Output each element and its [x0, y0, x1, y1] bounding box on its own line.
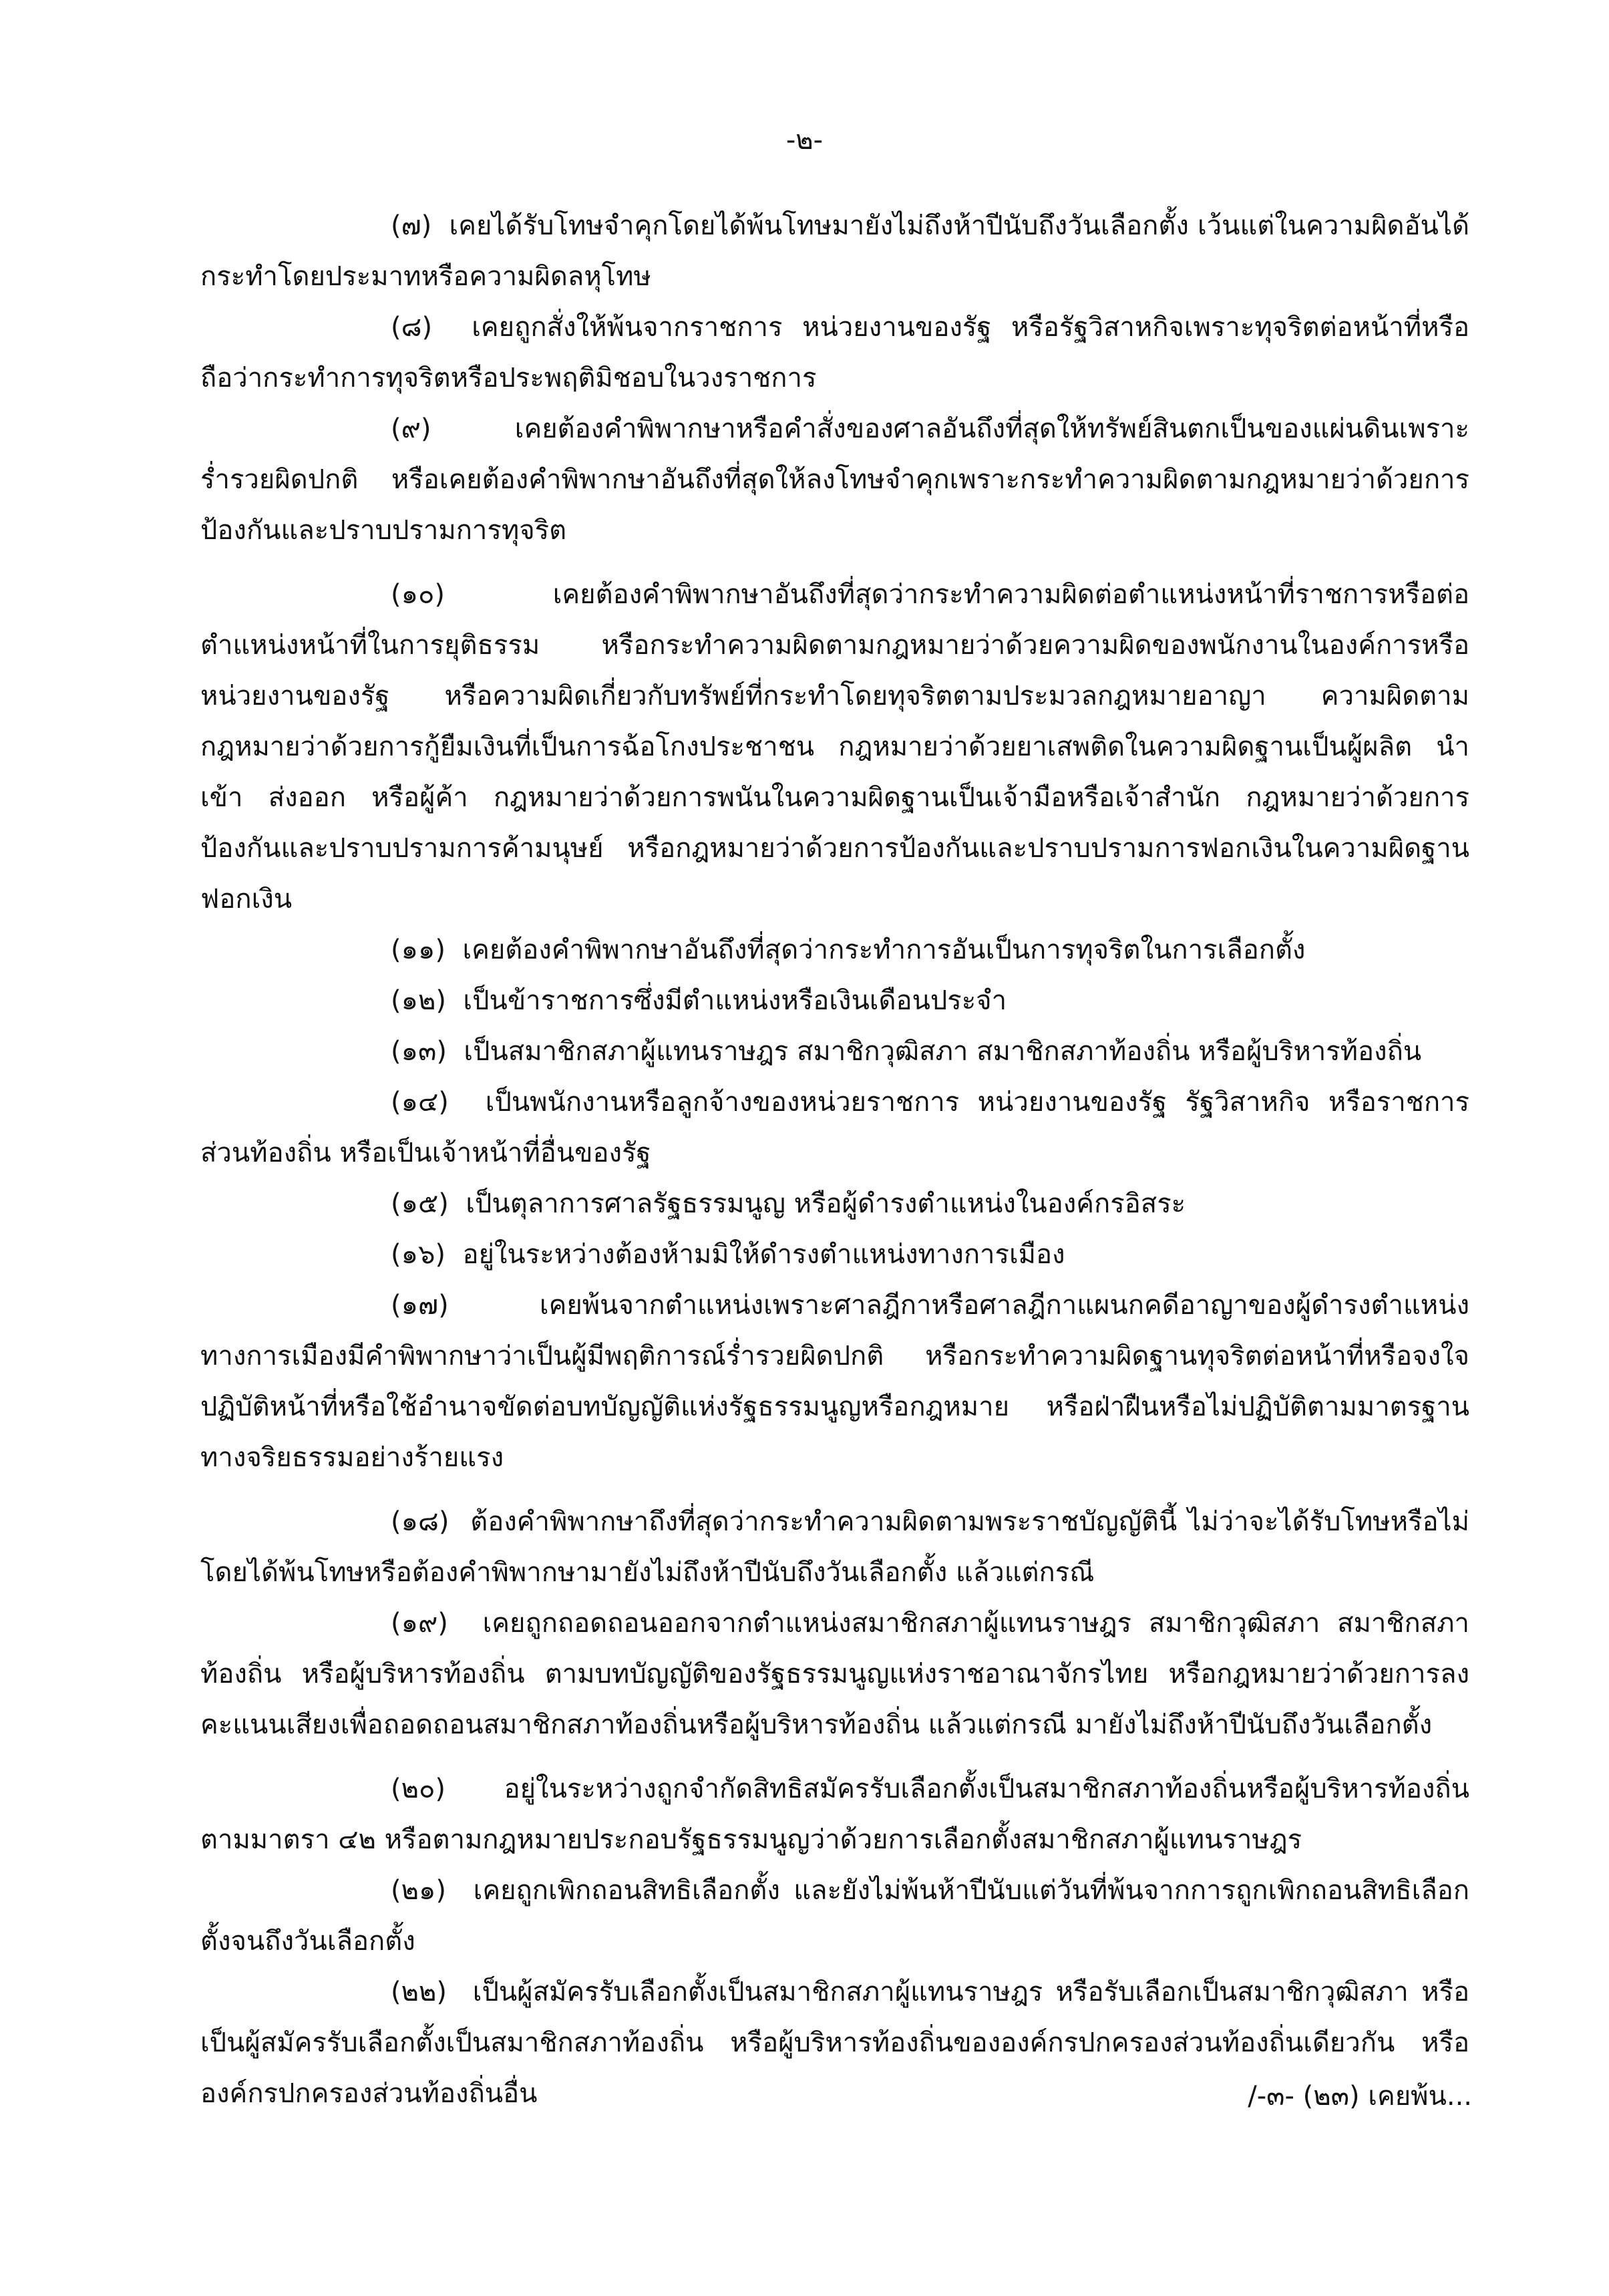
clause-9 [200, 403, 1469, 556]
clause-number: (๑๖) [391, 1239, 445, 1270]
clause-8 [200, 302, 1469, 403]
clause-text: อยู่ในระหว่างถูกจำกัดสิทธิสมัครรับเลือกตั้งเป็นสมาชิกสภาท้องถิ่นหรือผู้บริหารท้องถิ่นตามมาตรา ๔๒ หรือตามกฎหมายประกอบรัฐธรรมนูญว่าด้วยการเลือกตั้งสมาชิกสภาผู้แทนราษฎร [200, 1774, 1469, 1855]
continuation-marker: /-๓- (๒๓) เคยพ้น... [1248, 2081, 1472, 2112]
clause-13 [200, 1026, 1469, 1077]
clause-text: เคยต้องคำพิพากษาอันถึงที่สุดว่ากระทำการอันเป็นการทุจริตในการเลือกตั้ง [462, 935, 1306, 965]
clause-number: (๑๗) [391, 1290, 449, 1321]
clause-number: (๑๕) [391, 1188, 449, 1219]
clause-14 [200, 1077, 1469, 1178]
clause-text: เคยต้องคำพิพากษาหรือคำสั่งของศาลอันถึงที่สุดให้ทรัพย์สินตกเป็นของแผ่นดินเพราะร่ำรวยผิดปกติ หรือเคยต้องคำพิพากษาอันถึงที่สุดให้ลงโทษจำคุกเพราะกระทำความผิดตามกฎหมายว่าด้วยการป้องกันและปราบปรามการทุจริต [200, 414, 1469, 546]
clause-7 [200, 200, 1469, 302]
clause-number: (๑๓) [391, 1036, 447, 1067]
clause-number: (๘) [391, 312, 433, 343]
document-body [200, 200, 1469, 2119]
clause-text: เคยถูกสั่งให้พ้นจากราชการ หน่วยงานของรัฐ หรือรัฐวิสาหกิจเพราะทุจริตต่อหน้าที่หรือถือว่ากระทำการทุจริตหรือประพฤติมิชอบในวงราชการ [200, 312, 1469, 393]
clause-18 [200, 1496, 1469, 1598]
clause-number: (๙) [391, 414, 431, 444]
clause-12 [200, 975, 1469, 1026]
clause-17 [200, 1280, 1469, 1483]
clause-number: (๑๑) [391, 935, 445, 965]
clause-number: (๒๑) [391, 1875, 446, 1906]
clause-text: เป็นผู้สมัครรับเลือกตั้งเป็นสมาชิกสภาผู้แทนราษฎร หรือรับเลือกเป็นสมาชิกวุฒิสภา หรือเป็นผู้สมัครรับเลือกตั้งเป็นสมาชิกสภาท้องถิ่น หรือผู้บริหารท้องถิ่นขององค์กรปกครองส่วนท้องถิ่นเดียวกัน หรือองค์กรปกครองส่วนท้องถิ่นอื่น [200, 1977, 1469, 2109]
clause-20 [200, 1764, 1469, 1865]
clause-text: เคยต้องคำพิพากษาอันถึงที่สุดว่ากระทำความผิดต่อตำแหน่งหน้าที่ราชการหรือต่อตำแหน่งหน้าที่ในการยุติธรรม หรือกระทำความผิดตามกฎหมายว่าด้วยความผิดของพนักงานในองค์การหรือหน่วยงานของรัฐ หรือความผิดเกี่ยวกับทรัพย์ที่กระทำโดยทุจริตตามประมวลกฎหมายอาญา ความผิดตามกฎหมายว่าด้วยการกู้ยืมเงินที่เป็นการฉ้อโกงประชาชน กฎหมายว่าด้วยยาเสพติดในความผิดฐานเป็นผู้ผลิต นำเข้า ส่งออก หรือผู้ค้า กฎหมายว่าด้วยการพนันในความผิดฐานเป็นเจ้ามือหรือเจ้าสำนัก กฎหมายว่าด้วยการป้องกันและปราบปรามการค้ามนุษย์ หรือกฎหมายว่าด้วยการป้องกันและปราบปรามการฟอกเงินในความผิดฐานฟอกเงิน [200, 579, 1469, 915]
clause-text: เป็นสมาชิกสภาผู้แทนราษฎร สมาชิกวุฒิสภา สมาชิกสภาท้องถิ่น หรือผู้บริหารท้องถิ่น [464, 1036, 1422, 1067]
clause-text: ต้องคำพิพากษาถึงที่สุดว่ากระทำความผิดตามพระราชบัญญัตินี้ ไม่ว่าจะได้รับโทษหรือไม่ โดยได้พ้นโทษหรือต้องคำพิพากษามายังไม่ถึงห้าปีนับถึงวันเลือกตั้ง แล้วแต่กรณี [200, 1506, 1469, 1588]
clause-number: (๑๙) [391, 1608, 448, 1639]
page-number: -๒- [785, 125, 824, 156]
clause-text: เคยถูกเพิกถอนสิทธิเลือกตั้ง และยังไม่พ้นห้าปีนับแต่วันที่พ้นจากการถูกเพิกถอนสิทธิเลือกตั้งจนถึงวันเลือกตั้ง [200, 1875, 1469, 1957]
clause-number: (๗) [391, 210, 432, 241]
clause-text: เป็นข้าราชการซึ่งมีตำแหน่งหรือเงินเดือนประจำ [463, 985, 1007, 1016]
clause-16 [200, 1229, 1469, 1280]
clause-text: เป็นพนักงานหรือลูกจ้างของหน่วยราชการ หน่วยงานของรัฐ รัฐวิสาหกิจ หรือราชการส่วนท้องถิ่น หรือเป็นเจ้าหน้าที่อื่นของรัฐ [200, 1087, 1470, 1168]
clause-text: เคยถูกถอดถอนออกจากตำแหน่งสมาชิกสภาผู้แทนราษฎร สมาชิกวุฒิสภา สมาชิกสภาท้องถิ่น หรือผู้บริหารท้องถิ่น ตามบทบัญญัติของรัฐธรรมนูญแห่งราชอาณาจักรไทย หรือกฎหมายว่าด้วยการลงคะแนนเสียงเพื่อถอดถอนสมาชิกสภาท้องถิ่นหรือผู้บริหารท้องถิ่น แล้วแต่กรณี มายังไม่ถึงห้าปีนับถึงวันเลือกตั้ง [200, 1608, 1469, 1740]
clause-number: (๑๒) [391, 985, 446, 1016]
clause-number: (๑๔) [391, 1087, 449, 1118]
clause-21 [200, 1865, 1469, 1967]
clause-text: อยู่ในระหว่างต้องห้ามมิให้ดำรงตำแหน่งทางการเมือง [462, 1239, 1065, 1270]
clause-number: (๑๘) [391, 1506, 450, 1537]
clause-number: (๒๐) [391, 1774, 445, 1804]
clause-10 [200, 569, 1469, 925]
clause-text: เคยได้รับโทษจำคุกโดยได้พ้นโทษมายังไม่ถึงห้าปีนับถึงวันเลือกตั้ง เว้นแต่ในความผิดอันได้กระทำโดยประมาทหรือความผิดลหุโทษ [200, 210, 1469, 292]
clause-15 [200, 1178, 1469, 1229]
clause-19 [200, 1598, 1469, 1750]
clause-number: (๑๐) [391, 579, 445, 610]
clause-11 [200, 925, 1469, 975]
clause-text: เป็นตุลาการศาลรัฐธรรมนูญ หรือผู้ดำรงตำแหน่งในองค์กรอิสระ [466, 1188, 1186, 1219]
clause-text: เคยพ้นจากตำแหน่งเพราะศาลฎีกาหรือศาลฎีกาแผนกคดีอาญาของผู้ดำรงตำแหน่งทางการเมืองมีคำพิพากษาว่าเป็นผู้มีพฤติการณ์ร่ำรวยผิดปกติ หรือกระทำความผิดฐานทุจริตต่อหน้าที่หรือจงใจปฏิบัติหน้าที่หรือใช้อำนาจขัดต่อบทบัญญัติแห่งรัฐธรรมนูญหรือกฎหมาย หรือฝ่าฝืนหรือไม่ปฏิบัติตามมาตรฐานทางจริยธรรมอย่างร้ายแรง [200, 1290, 1469, 1473]
clause-number: (๒๒) [391, 1977, 447, 2007]
